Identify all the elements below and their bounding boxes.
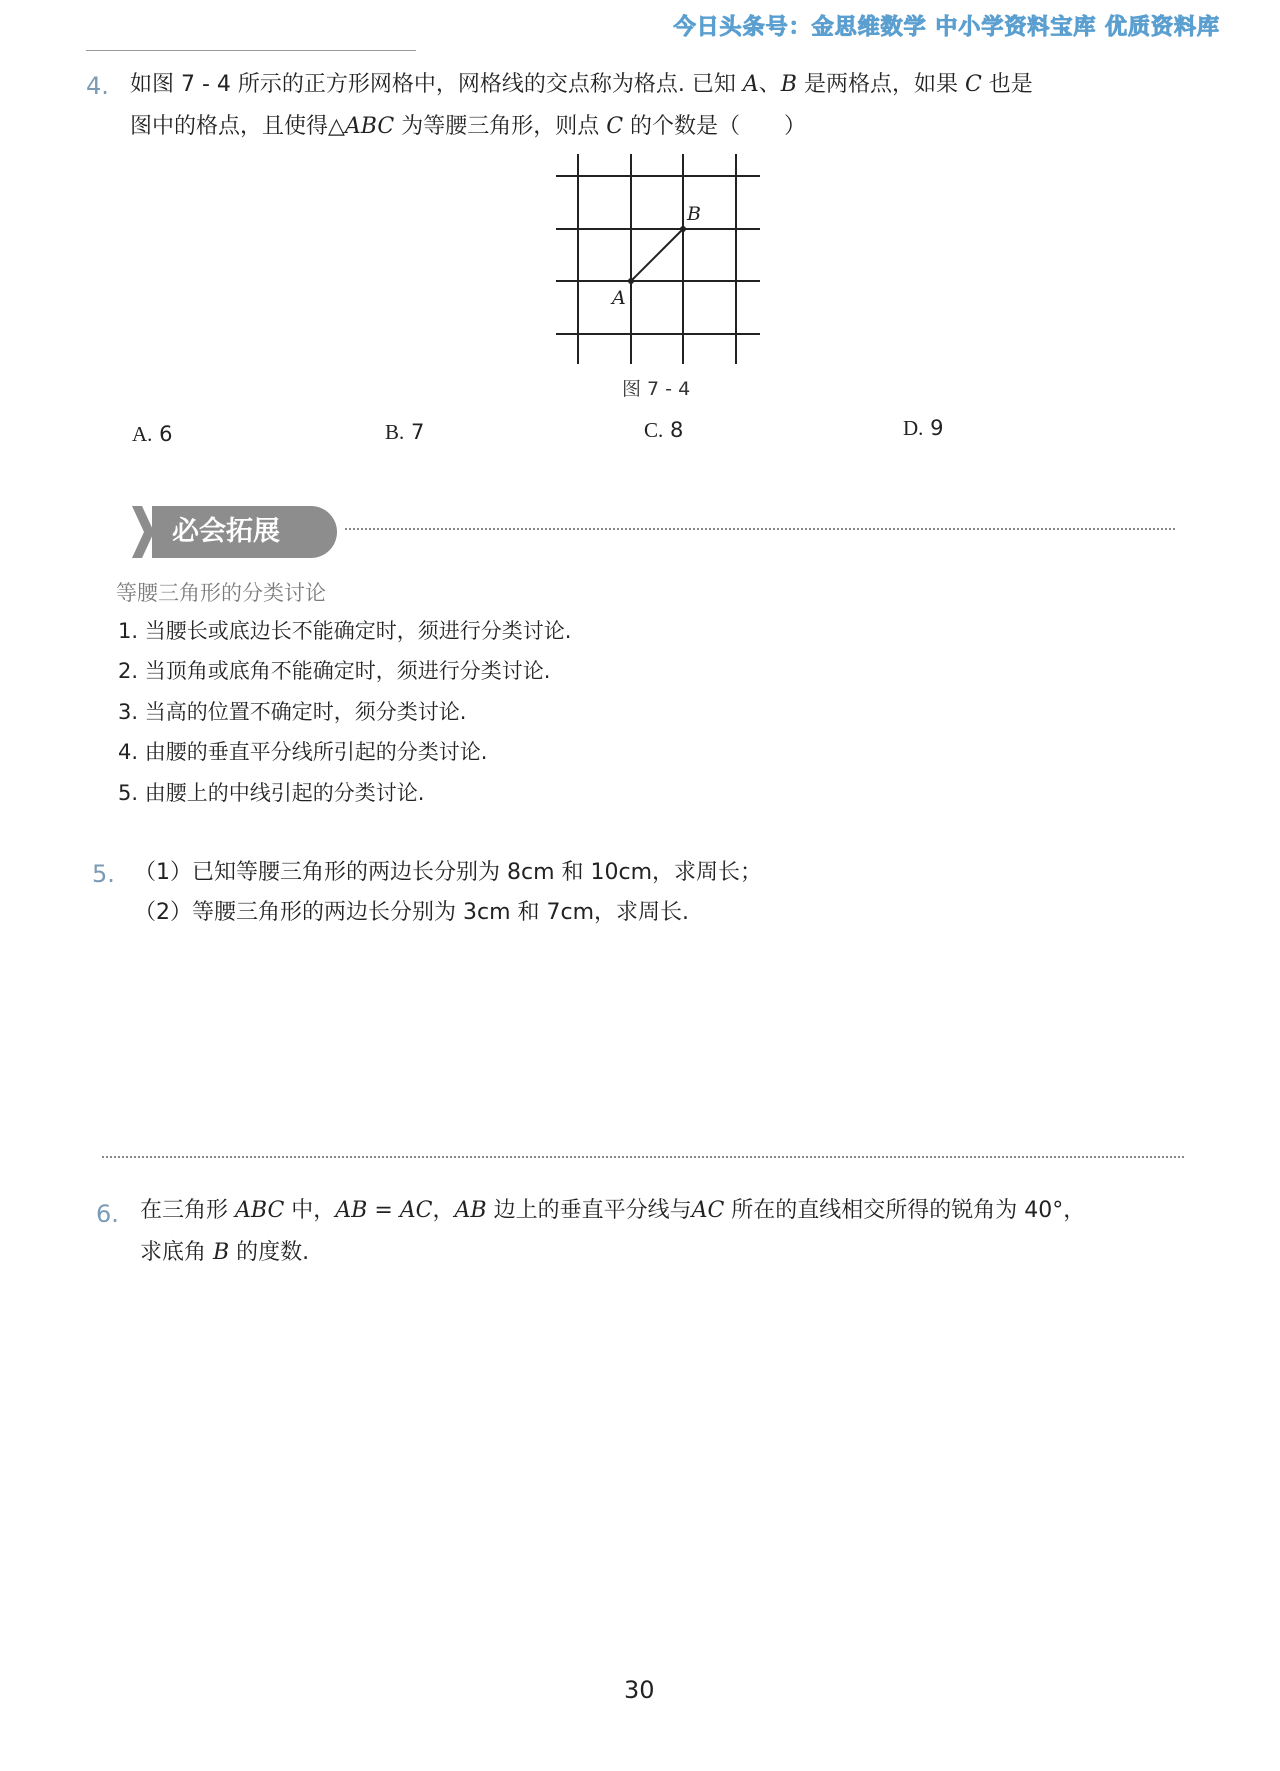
q6-text: ， [432, 1198, 455, 1223]
q4-point-a: A [742, 72, 759, 97]
option-value: 6 [159, 422, 173, 446]
q4-text: 为等腰三角形，则点 [394, 114, 607, 139]
option-a [132, 422, 172, 447]
q6-side-ac: AC [691, 1198, 725, 1223]
q4-line2 [130, 106, 1210, 148]
section-dotted-divider [345, 528, 1175, 530]
list-item: 2. 当顶角或底角不能确定时，须进行分类讨论. [118, 659, 551, 683]
q5-part2: （2）等腰三角形的两边长分别为 3cm 和 7cm，求周长. [134, 900, 690, 925]
q6-text: 在三角形 [140, 1198, 235, 1223]
q5-number: 5. [92, 860, 115, 888]
section-tag-label: 必会拓展 [152, 506, 337, 558]
list-item: 5. 由腰上的中线引起的分类讨论. [118, 781, 425, 805]
q6-text: 边上的垂直平分线与 [486, 1198, 692, 1223]
q4-number: 4. [86, 72, 109, 100]
q6-triangle: ABC [235, 1198, 285, 1223]
q4-point-c: C [606, 114, 624, 139]
option-b [385, 420, 424, 445]
segment-ab [631, 229, 683, 281]
q4-sep: 、 [758, 72, 781, 97]
top-rule [86, 50, 416, 51]
list-item: 4. 由腰的垂直平分线所引起的分类讨论. [118, 740, 488, 764]
q4-line1 [130, 64, 1210, 106]
q6-equation: AB = AC [335, 1198, 433, 1223]
q4-text: 也是 [981, 72, 1033, 97]
q6-text: 的度数. [229, 1240, 310, 1265]
q6-text: 求底角 [140, 1240, 213, 1265]
q6-text: 中， [284, 1198, 336, 1223]
figure-caption: 图 7 - 4 [622, 378, 691, 400]
option-letter: C. [644, 418, 664, 442]
option-value: 7 [410, 420, 425, 444]
watermark-text: 今日头条号：金思维数学 中小学资料宝库 优质资料库 [673, 15, 1220, 40]
q5-part1: （1）已知等腰三角形的两边长分别为 8cm 和 10cm，求周长； [134, 860, 763, 885]
answer-dotted-divider [102, 1156, 1184, 1158]
q6-number: 6. [96, 1200, 119, 1228]
grid-figure [552, 150, 772, 370]
q4-triangle: ABC [344, 114, 395, 139]
grid-lines [556, 154, 760, 364]
option-letter: A. [132, 422, 153, 446]
q6-text: 所在的直线相交所得的锐角为 40°， [724, 1198, 1086, 1223]
option-c [644, 418, 683, 443]
option-letter: B. [385, 420, 405, 444]
point-b-dot [680, 226, 686, 232]
q4-text: 的个数是（ ） [623, 114, 807, 139]
point-a-dot [628, 278, 634, 284]
q4-text: 如图 7 - 4 所示的正方形网格中，网格线的交点称为格点. 已知 [130, 72, 743, 97]
list-item: 1. 当腰长或底边长不能确定时，须进行分类讨论. [118, 619, 572, 643]
option-d [903, 416, 943, 441]
list-item: 3. 当高的位置不确定时，须分类讨论. [118, 700, 467, 724]
q6-line2 [140, 1232, 309, 1274]
q6-line1 [140, 1190, 1220, 1232]
q4-point-c: C [964, 72, 982, 97]
section-tag [132, 506, 337, 558]
option-value: 8 [669, 418, 684, 442]
q4-point-b: B [780, 72, 797, 97]
q4-text: 图中的格点，且使得△ [130, 114, 345, 139]
option-letter: D. [903, 416, 924, 440]
q4-text: 是两格点，如果 [796, 72, 965, 97]
section-subtitle: 等腰三角形的分类讨论 [116, 581, 326, 605]
page-number: 30 [624, 1676, 655, 1704]
option-value: 9 [930, 416, 944, 440]
q6-angle-b: B [213, 1240, 230, 1265]
point-b-label: B [687, 203, 701, 225]
q6-side-ab: AB [454, 1198, 487, 1223]
point-a-label: A [612, 287, 626, 309]
